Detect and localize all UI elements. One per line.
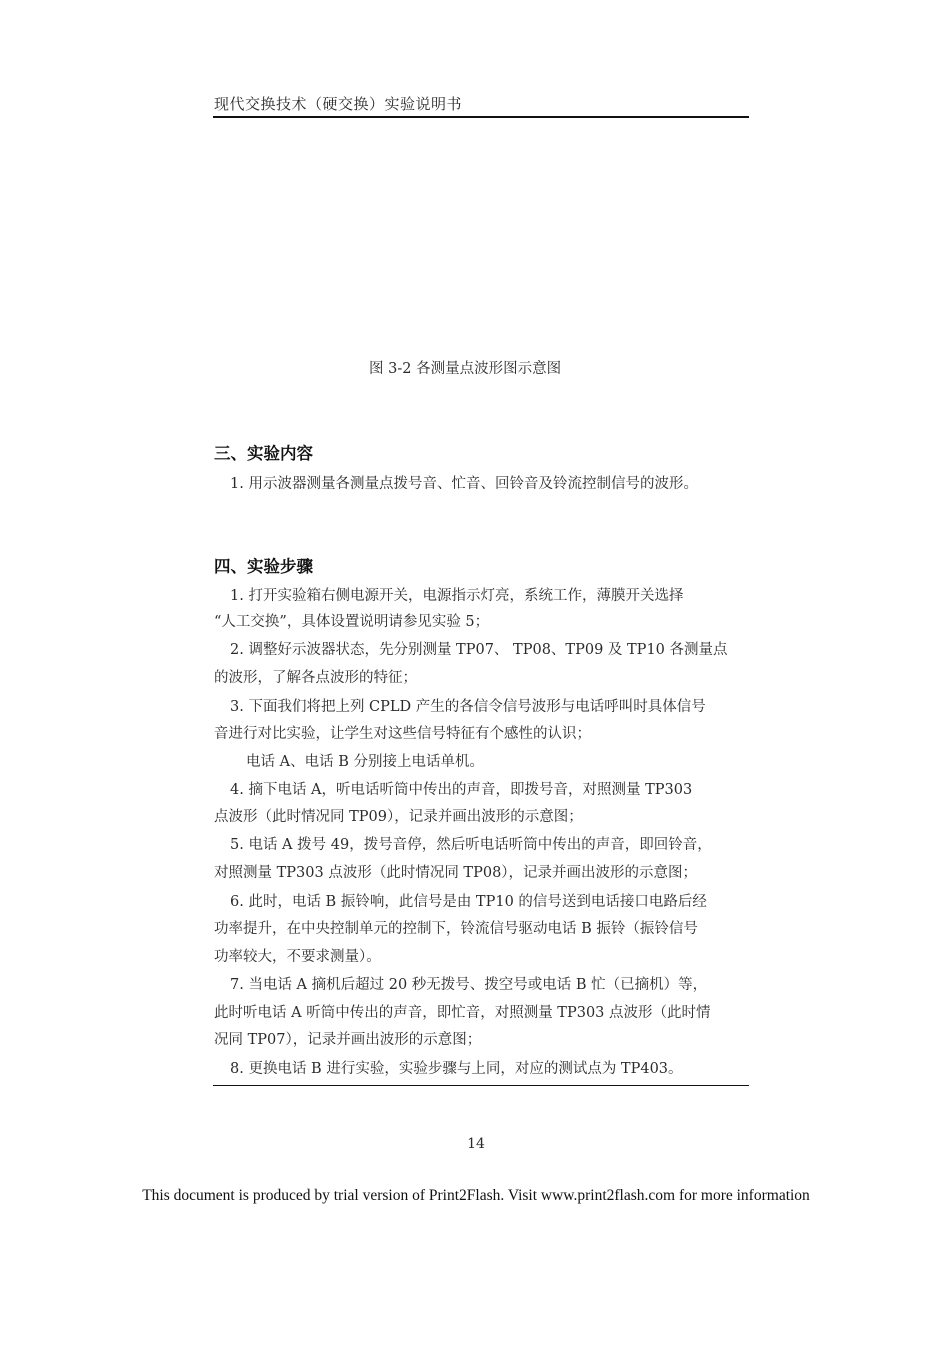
step-line: 点波形（此时情况同 TP09），记录并画出波形的示意图； (214, 809, 583, 825)
header-title: 现代交换技术（硬交换）实验说明书 (214, 95, 463, 113)
bottom-rule (213, 1085, 749, 1086)
step-line: 此时听电话 A 听筒中传出的声音，即忙音，对照测量 TP303 点波形（此时情 (214, 1005, 711, 1021)
section-heading-content: 三、实验内容 (214, 444, 313, 463)
step-line: 2. 调整好示波器状态，先分别测量 TP07、 TP08、TP09 及 TP10 各测量点 (230, 642, 728, 658)
step-line: 功率提升，在中央控制单元的控制下，铃流信号驱动电话 B 振铃（振铃信号 (214, 921, 698, 937)
content-line: 1. 用示波器测量各测量点拨号音、忙音、回铃音及铃流控制信号的波形。 (230, 476, 698, 492)
step-line: 8. 更换电话 B 进行实验，实验步骤与上同，对应的测试点为 TP403。 (230, 1061, 683, 1077)
step-line: 对照测量 TP303 点波形（此时情况同 TP08），记录并画出波形的示意图； (214, 865, 698, 881)
step-line: 7. 当电话 A 摘机后超过 20 秒无拨号、拨空号或电话 B 忙（已摘机）等， (230, 977, 708, 993)
step-line: 5. 电话 A 拨号 49，拨号音停，然后听电话听筒中传出的声音，即回铃音， (230, 837, 712, 853)
header-rule (213, 116, 749, 118)
figure-caption: 图 3-2 各测量点波形图示意图 (369, 361, 562, 377)
step-line: 况同 TP07），记录并画出波形的示意图； (214, 1032, 482, 1048)
step-line: “人工交换”，具体设置说明请参见实验 5； (214, 614, 490, 630)
step-line: 音进行对比实验，让学生对这些信号特征有个感性的认识； (214, 726, 591, 742)
step-line: 6. 此时，电话 B 振铃响，此信号是由 TP10 的信号送到电话接口电路后经 (230, 894, 707, 910)
step-line: 电话 A、电话 B 分别接上电话单机。 (246, 754, 484, 770)
step-line: 4. 摘下电话 A，听电话听筒中传出的声音，即拨号音，对照测量 TP303 (230, 782, 693, 798)
step-line: 1. 打开实验箱右侧电源开关，电源指示灯亮，系统工作，薄膜开关选择 (230, 588, 684, 604)
step-line: 的波形，了解各点波形的特征； (214, 670, 417, 686)
trial-notice: This document is produced by trial version of Print2Flash. Visit www.print2flash.com for more information (142, 1187, 810, 1204)
section-heading-steps: 四、实验步骤 (214, 557, 313, 576)
step-line: 3. 下面我们将把上列 CPLD 产生的各信令信号波形与电话呼叫时具体信号 (230, 699, 706, 715)
page-number: 14 (467, 1136, 485, 1152)
step-line: 功率较大，不要求测量）。 (214, 949, 381, 965)
